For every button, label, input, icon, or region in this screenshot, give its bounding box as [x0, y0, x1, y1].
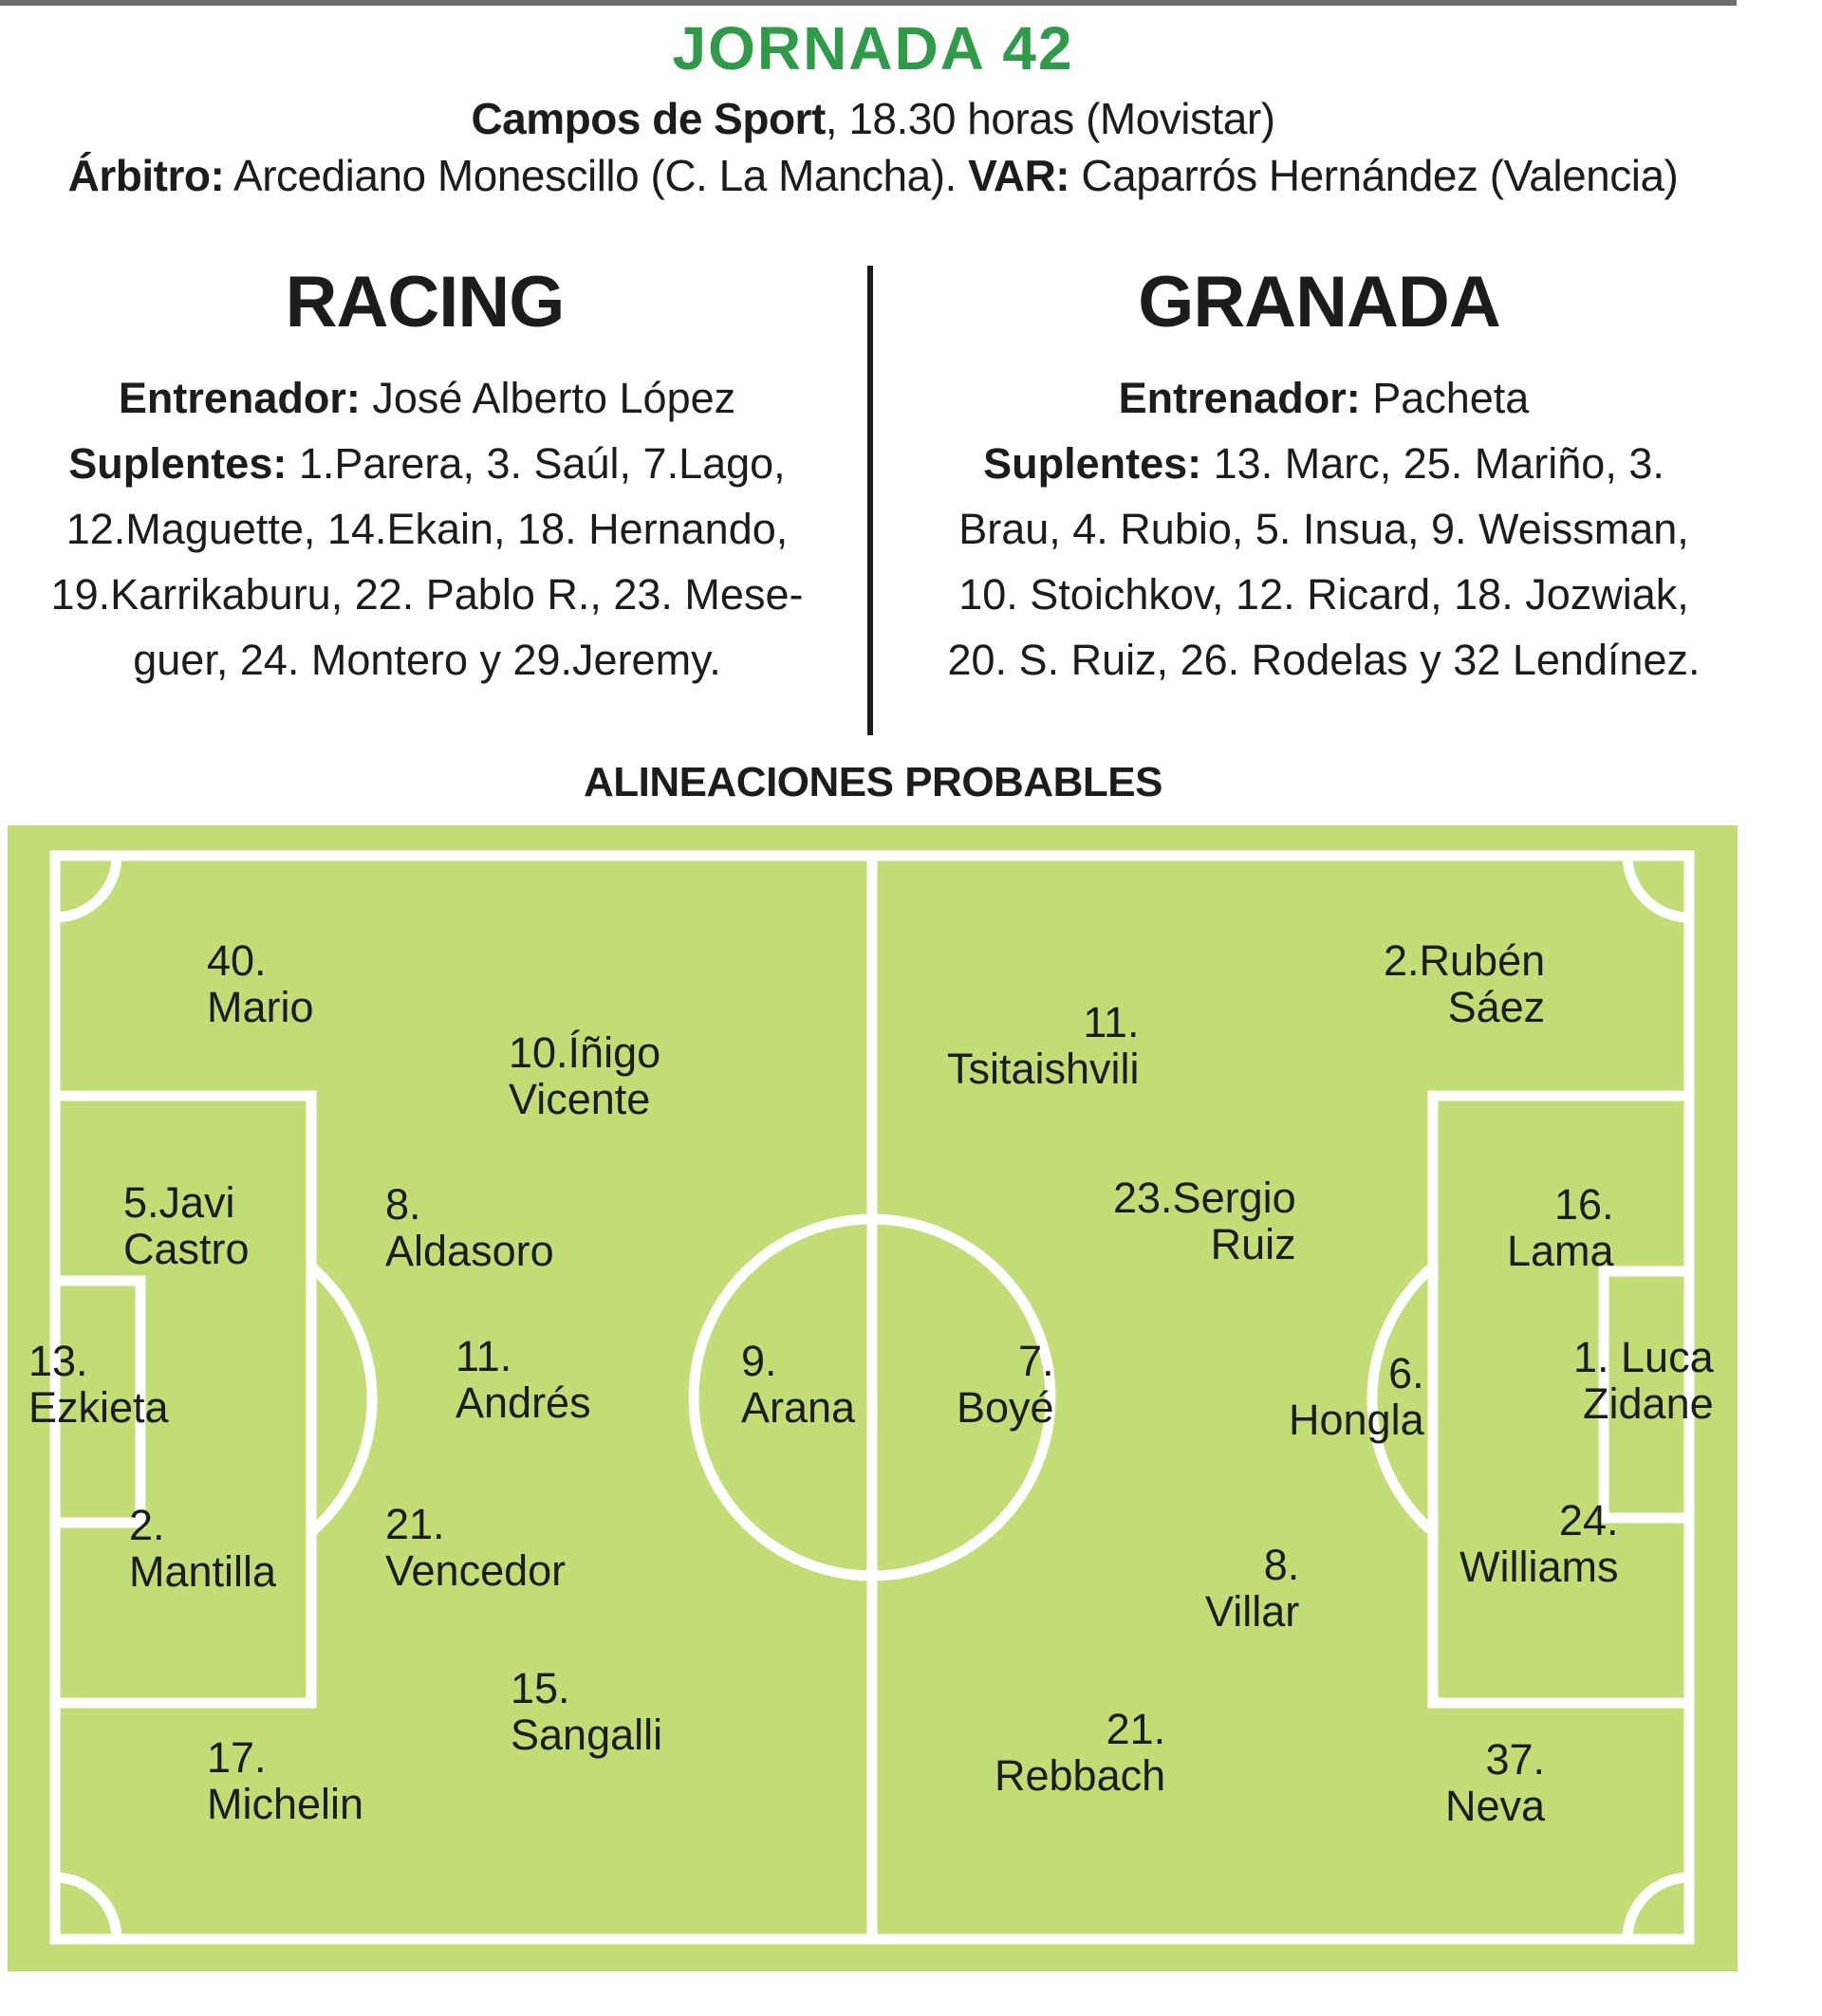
- away-subs-line: 10. Stoichkov, 12. Ricard, 18. Jozwiak,: [958, 570, 1689, 619]
- player-home: 11. Andrés: [456, 1332, 591, 1427]
- player-home: 2. Mantilla: [129, 1501, 277, 1596]
- away-coach-label: Entrenador:: [1118, 374, 1361, 422]
- home-subs-line: 19.Karrikaburu, 22. Pablo R., 23. Mese-: [50, 570, 804, 619]
- away-subs: [911, 431, 1737, 693]
- player-home: 5.Javi Castro: [123, 1178, 250, 1273]
- venue-time: , 18.30 horas (Movistar): [825, 94, 1275, 143]
- player-away: 37. Neva: [1445, 1735, 1546, 1830]
- referee-line: [0, 150, 1746, 201]
- player-away: 24. Williams: [1459, 1496, 1619, 1591]
- away-subs-line: Brau, 4. Rubio, 5. Insua, 9. Weissman,: [958, 505, 1689, 553]
- jornada-title: JORNADA 42: [672, 14, 1074, 83]
- player-home: 21. Vencedor: [385, 1500, 567, 1595]
- away-team-info: [911, 365, 1737, 693]
- home-team-name: RACING: [285, 262, 565, 342]
- away-coach: [911, 365, 1737, 431]
- home-subs-line: Suplentes: 1.Parera, 3. Saúl, 7.Lago,: [68, 439, 786, 488]
- away-subs-line: Suplentes: 13. Marc, 25. Mariño, 3.: [983, 439, 1664, 488]
- player-away: 11. Tsitaishvili: [947, 998, 1140, 1093]
- home-coach-label: Entrenador:: [118, 374, 361, 422]
- lineups-title: ALINEACIONES PROBABLES: [584, 759, 1162, 805]
- home-coach-name: José Alberto López: [360, 374, 736, 422]
- away-subs-label: Suplentes:: [983, 439, 1202, 488]
- player-away: 6. Hongla: [1289, 1349, 1424, 1444]
- player-home: 13. Ezkieta: [28, 1337, 169, 1432]
- home-subs-line: guer, 24. Montero y 29.Jeremy.: [133, 636, 721, 684]
- referee-label: Árbitro:: [67, 151, 225, 200]
- home-team-info: [14, 365, 840, 693]
- player-home: 17. Michelin: [207, 1733, 364, 1828]
- player-home: 8. Aldasoro: [385, 1180, 554, 1275]
- top-rule: [0, 0, 1737, 6]
- player-home: 40. Mario: [207, 936, 314, 1031]
- player-home: 10.Íñigo Vicente: [509, 1028, 661, 1123]
- player-home: 15. Sangalli: [511, 1664, 663, 1759]
- away-team-name: GRANADA: [1138, 262, 1500, 342]
- player-away: 21. Rebbach: [995, 1705, 1166, 1800]
- referee-name: Arcediano Monescillo (C. La Mancha).: [224, 151, 957, 200]
- venue-name: Campos de Sport: [471, 94, 826, 143]
- player-away: 16. Lama: [1507, 1180, 1614, 1275]
- player-away: 23.Sergio Ruiz: [1113, 1174, 1296, 1268]
- var-label: VAR:: [956, 151, 1070, 200]
- player-away: 2.Rubén Sáez: [1384, 936, 1546, 1031]
- away-coach-name: Pacheta: [1360, 374, 1530, 422]
- team-divider: [867, 266, 873, 735]
- player-away: 8. Villar: [1205, 1541, 1300, 1636]
- home-subs: [14, 431, 840, 693]
- football-pitch: [8, 825, 1738, 1971]
- home-subs-line: 12.Maguette, 14.Ekain, 18. Hernando,: [65, 505, 789, 553]
- var-name: Caparrós Hernández (Valencia): [1069, 151, 1679, 200]
- venue-line: [0, 93, 1746, 144]
- player-away: 1. Luca Zidane: [1573, 1333, 1714, 1428]
- away-subs-line: 20. S. Ruiz, 26. Rodelas y 32 Lendínez.: [947, 636, 1701, 684]
- home-subs-label: Suplentes:: [68, 439, 288, 488]
- home-coach: [14, 365, 840, 431]
- player-home: 9. Arana: [741, 1337, 856, 1432]
- player-away: 7. Boyé: [957, 1337, 1054, 1432]
